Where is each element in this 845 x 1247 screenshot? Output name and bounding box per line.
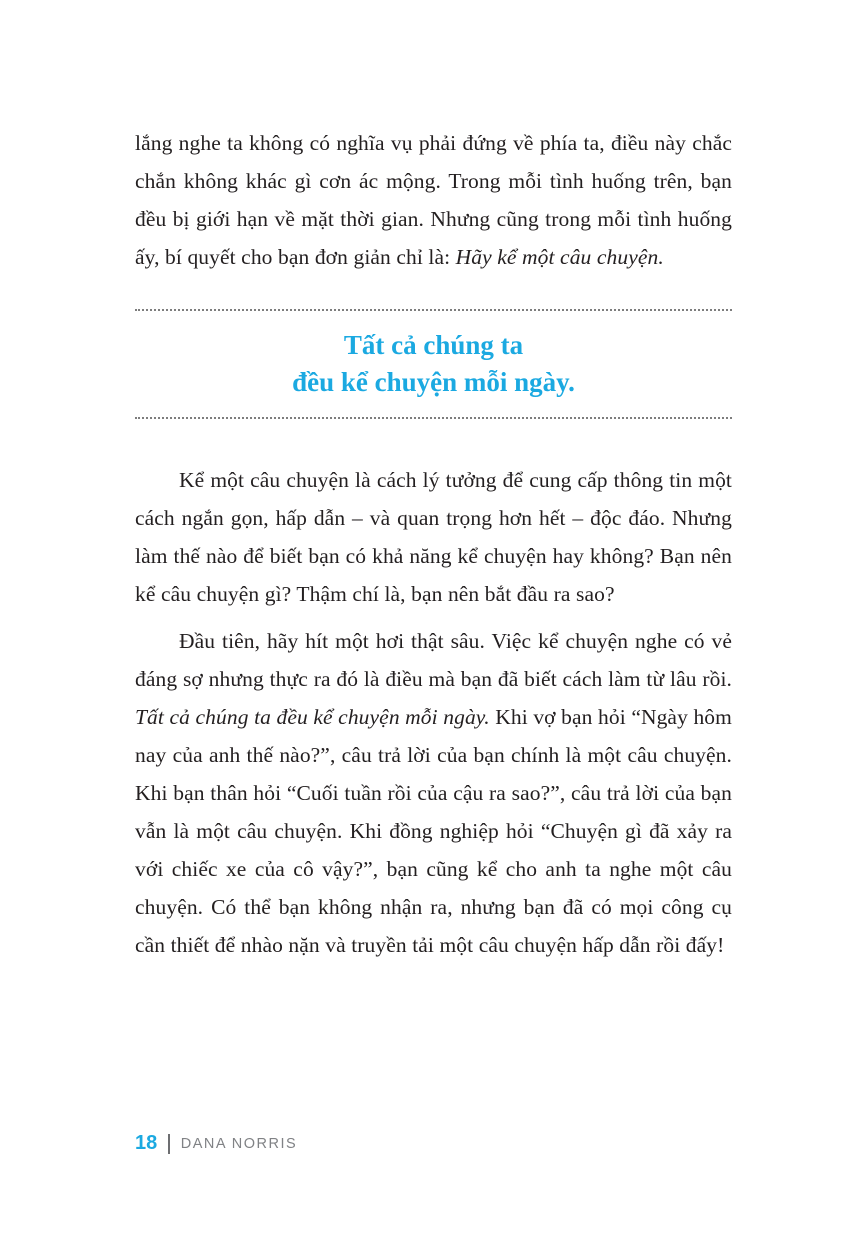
page-footer (135, 1132, 297, 1155)
footer-divider (168, 1134, 170, 1154)
paragraph-text: Khi vợ bạn hỏi “Ngày hôm nay của anh thế nào?”, câu trả lời của bạn chính là một câu chuyện. Khi bạn thân hỏi “Cuối tuần rồi của cậu ra sao?”, câu trả lời của bạn vẫn là một câu chuyện. Khi đồng nghiệp hỏi “Chuyện gì đã xảy ra với chiếc xe của cô vậy?”, bạn cũng kể cho anh ta nghe một câu chuyện. Có thể bạn không nhận ra, nhưng bạn đã có mọi công cụ cần thiết để nhào nặn và truyền tải một câu chuyện hấp dẫn rồi đấy! (135, 705, 732, 957)
page-content (135, 124, 732, 964)
paragraph-text: Đầu tiên, hãy hít một hơi thật sâu. Việc kể chuyện nghe có vẻ đáng sợ nhưng thực ra đó là điều mà bạn đã biết cách làm từ lâu rồi. (135, 629, 732, 691)
paragraph-continuation (135, 124, 732, 276)
paragraph-italic-phrase: Tất cả chúng ta đều kể chuyện mỗi ngày. (135, 705, 490, 729)
paragraph-intro: Kể một câu chuyện là cách lý tưởng để cung cấp thông tin một cách ngắn gọn, hấp dẫn – và quan trọng hơn hết – độc đáo. Nhưng làm thế nào để biết bạn có khả năng kể chuyện hay không? Bạn nên kể câu chuyện gì? Thậm chí là, bạn nên bắt đầu ra sao? (135, 468, 732, 606)
paragraph-italic-phrase: Hãy kể một câu chuyện. (455, 245, 664, 269)
author-name: DANA NORRIS (180, 1135, 298, 1152)
dotted-divider-bottom (135, 417, 732, 419)
paragraph-examples (135, 622, 732, 964)
section-callout (135, 309, 732, 419)
heading-line-1: Tất cả chúng ta (343, 330, 524, 360)
page-number: 18 (135, 1132, 158, 1154)
section-heading (135, 311, 732, 417)
paragraph-text: lắng nghe ta không có nghĩa vụ phải đứng về phía ta, điều này chắc chắn không khác gì cơn ác mộng. Trong mỗi tình huống trên, bạn đều bị giới hạn về mặt thời gian. Nhưng cũng trong mỗi tình huống ấy, bí quyết cho bạn đơn giản chỉ là: (135, 131, 732, 269)
heading-line-2: đều kể chuyện mỗi ngày. (292, 367, 575, 397)
